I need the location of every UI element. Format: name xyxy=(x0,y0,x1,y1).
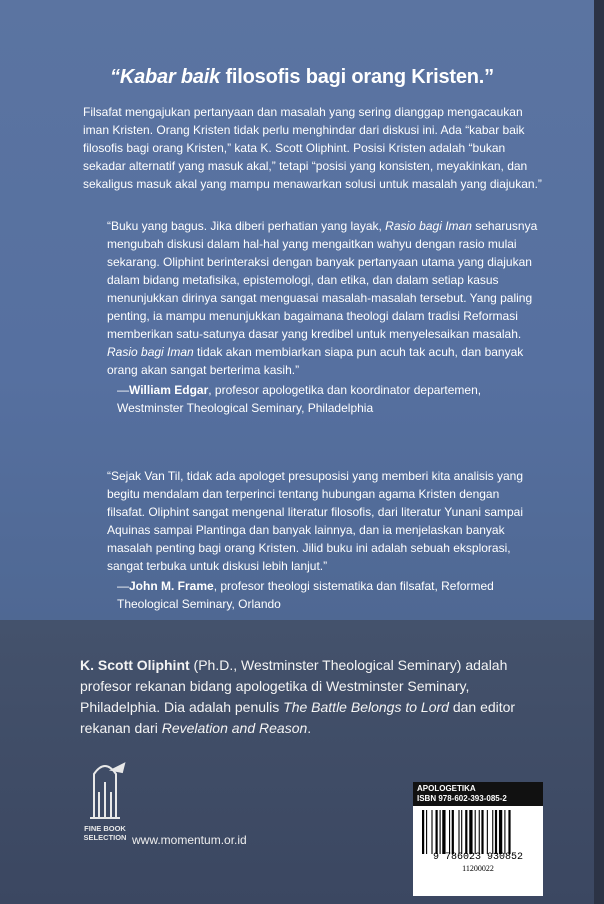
endorsement-text xyxy=(107,217,539,379)
endorsement-edgar xyxy=(107,217,539,417)
book-title: Rasio bagi Iman xyxy=(385,219,472,233)
endorser-name: William Edgar xyxy=(129,383,209,397)
tagline-rest: filosofis bagi orang Kristen.” xyxy=(220,66,494,88)
dash: — xyxy=(117,383,129,397)
endorsement-frame xyxy=(107,467,539,613)
endorser-role: , profesor apologetika dan koordinator departemen, Westminster Theological Seminary, Philadelphia xyxy=(117,383,482,415)
intro-paragraph: Filsafat mengajukan pertanyaan dan masalah yang sering dianggap mengacaukan iman Kristen. Orang Kristen tidak perlu menghindar dari diskusi ini. Ada “kabar baik filosofis bagi orang Kristen,” kata K. Scott Oliphint. Posisi Kristen adalah “bukan sekadar alternatif yang masuk akal,” tetapi “posisi yang konsisten, meyakinkan, dan sekaligus masuk akal yang mampu menawarkan solusi untuk masalah yang diajukan.” xyxy=(83,105,542,191)
logo-line1: FINE BOOK xyxy=(84,824,126,833)
barcode-digits: 9 786023 930852 xyxy=(432,852,523,863)
endorser-name: John M. Frame xyxy=(129,579,214,593)
endorser-attribution xyxy=(107,577,539,613)
text-part: “Buku yang bagus. Jika diberi perhatian yang layak, xyxy=(107,219,386,233)
text-part: seharusnya mengubah diskusi dalam hal-hal yang mengaitkan wahyu dengan rasio mulai sekarang. Oliphint berinteraksi dengan banyak pertanyaan utama yang diajukan dalam bidang metafisika, epistemologi, dan etika, dan dalam setiap kasus menunjukkan dirinya sangat menguasai masalah-masalah tersebut. Yang paling penting, ia mampu menunjukkan bagaimana theologi dalam tradisi Reformasi memberikan satu-satunya dasar yang kredibel untuk menyelesaikan masalah. xyxy=(107,219,538,341)
barcode-header xyxy=(413,782,543,806)
endorser-role: , profesor theologi sistematika dan filsafat, Reformed Theological Seminary, Orlando xyxy=(117,579,494,611)
barcode xyxy=(419,810,537,854)
author-name: K. Scott Oliphint xyxy=(80,657,190,673)
text-part: tidak akan membiarkan siapa pun acuh tak acuh, dan banyak orang akan sangat berterima kasih.” xyxy=(107,345,524,377)
dash: — xyxy=(117,579,129,593)
tower-icon xyxy=(90,764,124,818)
book-title: Revelation and Reason xyxy=(161,720,308,736)
cover-edge xyxy=(594,0,604,904)
author-bio xyxy=(80,655,550,739)
isbn: ISBN 978-602-393-085-2 xyxy=(417,794,507,803)
logo-line2: SELECTION xyxy=(83,833,127,842)
inventory-code: 11200022 xyxy=(462,864,494,873)
bio-text: (Ph.D., Westminster Theological Seminary) adalah profesor rekanan bidang apologetika di Westminster Seminary, Philadelphia. Dia adalah penulis xyxy=(80,657,508,715)
endorser-attribution xyxy=(107,381,539,417)
book-title: The Battle Belongs to Lord xyxy=(283,699,449,715)
barcode-label xyxy=(413,782,543,896)
publisher-url[interactable]: www.momentum.or.id xyxy=(132,833,247,847)
publisher-logo xyxy=(82,752,128,848)
tagline-italic: “Kabar baik xyxy=(110,66,221,88)
book-title: Rasio bagi Iman xyxy=(107,345,194,359)
bio-text: . xyxy=(307,720,312,736)
bio-text: dan editor rekanan dari xyxy=(80,699,516,736)
tagline xyxy=(0,66,604,89)
book-category: APOLOGETIKA xyxy=(417,784,476,793)
endorsement-text: “Sejak Van Til, tidak ada apologet presuposisi yang memberi kita analisis yang begitu mendalam dan terperinci tentang hubungan agama Kristen dengan filsafat. Oliphint sangat mengenal literatur filosofis, dari literatur Yunani sampai Aquinas sampai Plantinga dan banyak lainnya, dan ia menjelaskan banyak masalah penting bagi orang Kristen. Jilid buku ini adalah sebuah eksplorasi, sangat terbuka untuk diskusi lebih lanjut.” xyxy=(107,469,524,573)
